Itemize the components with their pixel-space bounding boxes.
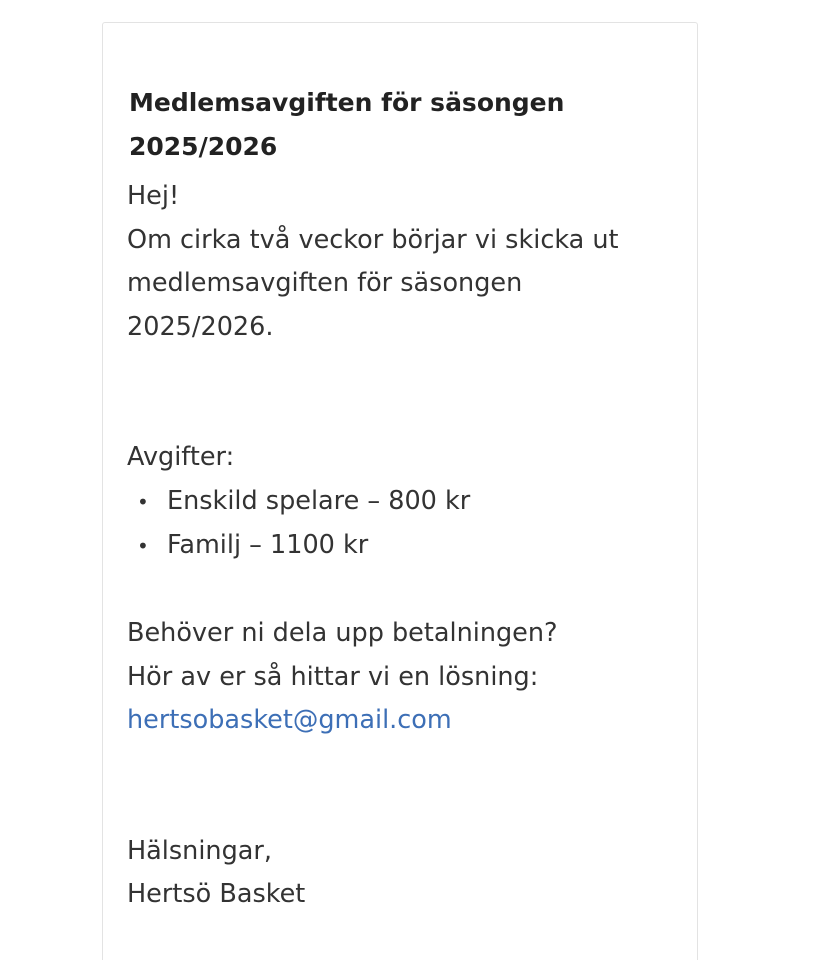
bullet-icon: • — [137, 534, 149, 558]
spacer — [127, 349, 687, 436]
intro-line-2: medlemsavgiften för säsongen — [127, 268, 523, 298]
subject-line-1: Medlemsavgiften för säsongen — [129, 88, 565, 117]
fee-list — [127, 480, 687, 569]
fee-text: Familj – 1100 kr — [167, 530, 369, 560]
payment-line-1: Behöver ni dela upp betalningen? — [127, 618, 558, 648]
fee-item-family — [127, 524, 687, 569]
fee-item-single-player — [127, 480, 687, 525]
contact-email-link[interactable]: hertsobasket@gmail.com — [127, 705, 452, 735]
contact-line — [127, 699, 687, 743]
closing: Hälsningar, — [127, 835, 272, 866]
payment-line-2: Hör av er så hittar vi en lösning: — [127, 661, 539, 692]
greeting: Hej! — [127, 181, 180, 211]
spacer — [127, 569, 687, 613]
fee-text: Enskild spelare – 800 kr — [167, 485, 471, 516]
intro-line-3: 2025/2026. — [127, 311, 274, 342]
intro-line-1: Om cirka två veckor börjar vi skicka ut — [127, 224, 619, 255]
fees-heading: Avgifter: — [127, 442, 235, 472]
signature: Hertsö Basket — [127, 879, 306, 909]
email-subject — [129, 81, 669, 169]
email-body — [127, 175, 687, 917]
subject-line-2: 2025/2026 — [129, 132, 278, 161]
email-card — [102, 22, 698, 960]
bullet-icon: • — [137, 489, 149, 514]
spacer — [127, 743, 687, 830]
